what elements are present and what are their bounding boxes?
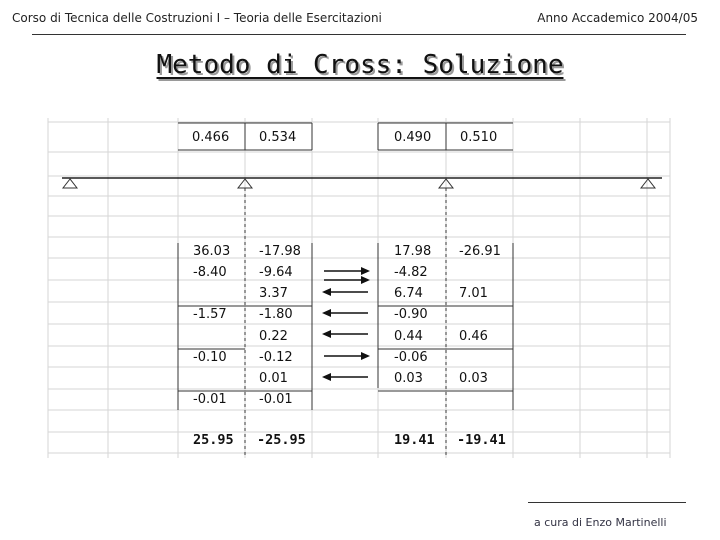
academic-year: Anno Accademico 2004/05 (537, 11, 698, 25)
support-icon (641, 179, 655, 188)
moment-value: -0.90 (394, 307, 428, 322)
moment-value: -0.10 (193, 350, 227, 365)
moment-value: 7.01 (459, 286, 488, 301)
footer-rule (528, 502, 686, 503)
distribution-factor-table (178, 123, 513, 150)
distribution-factor-4: 0.510 (460, 130, 498, 145)
page-title: Metodo di Cross: Soluzione (156, 50, 564, 80)
moment-value: -0.06 (394, 350, 428, 365)
arrow-head-right-icon (361, 352, 370, 360)
arrow-head-left-icon (322, 373, 331, 381)
moment-value: -9.64 (259, 265, 293, 280)
footer-credit: a cura di Enzo Martinelli (534, 516, 667, 529)
moment-total: -19.41 (457, 432, 506, 448)
distribution-factor-1: 0.466 (192, 130, 230, 145)
moment-value: 3.37 (259, 286, 288, 301)
moment-value: 36.03 (193, 244, 231, 259)
moment-value: 17.98 (394, 244, 432, 259)
moment-value: -17.98 (259, 244, 301, 259)
moment-value: -1.80 (259, 307, 293, 322)
moment-value: -0.01 (259, 392, 293, 407)
moment-value: -4.82 (394, 265, 428, 280)
distribution-factor-2: 0.534 (259, 130, 297, 145)
moment-value: 0.22 (259, 329, 288, 344)
support-icon (63, 179, 77, 188)
arrow-head-left-icon (322, 288, 331, 296)
moment-value: 0.46 (459, 329, 488, 344)
moment-value: 0.03 (394, 371, 423, 386)
moment-total: 25.95 (193, 432, 234, 448)
moment-total: -25.95 (257, 432, 306, 448)
arrow-head-left-icon (322, 309, 331, 317)
arrow-head-right-icon (361, 267, 370, 275)
moment-value: -1.57 (193, 307, 227, 322)
moment-total: 19.41 (394, 432, 435, 448)
moment-value: 0.03 (459, 371, 488, 386)
moment-value: -8.40 (193, 265, 227, 280)
moment-value: 6.74 (394, 286, 423, 301)
moment-value: 0.44 (394, 329, 423, 344)
course-header: Corso di Tecnica delle Costruzioni I – Teoria delle Esercitazioni (12, 11, 382, 25)
beam (62, 178, 662, 455)
arrow-head-left-icon (322, 330, 331, 338)
moment-value: 0.01 (259, 371, 288, 386)
moment-value: -0.12 (259, 350, 293, 365)
moment-value: -0.01 (193, 392, 227, 407)
arrow-head-right-icon (361, 276, 370, 284)
moment-value: -26.91 (459, 244, 501, 259)
background-grid (48, 118, 670, 458)
distribution-factor-3: 0.490 (394, 130, 432, 145)
